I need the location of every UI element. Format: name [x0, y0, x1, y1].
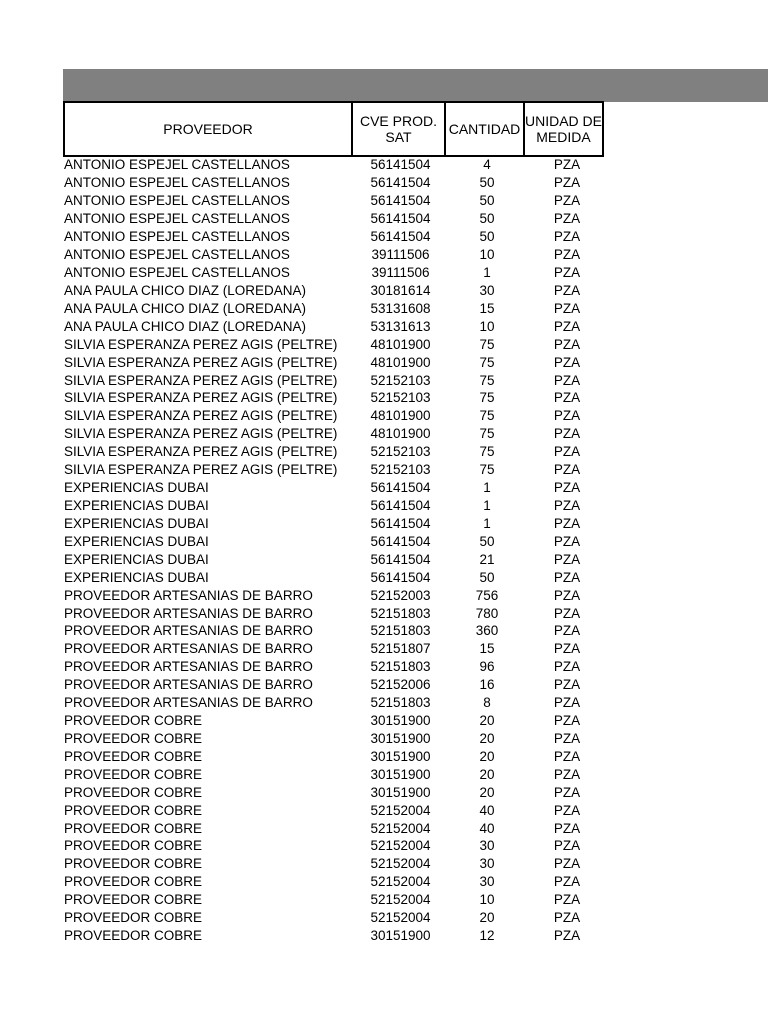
- cell-proveedor: PROVEEDOR COBRE: [64, 730, 203, 746]
- cell-cantidad: 8: [483, 695, 491, 711]
- cell-unidad-medida: PZA: [553, 533, 581, 549]
- header-unidad-medida: UNIDAD DE MEDIDA: [523, 101, 604, 157]
- cell-proveedor: PROVEEDOR ARTESANIAS DE BARRO: [64, 641, 313, 657]
- table-row: [63, 425, 623, 443]
- cell-proveedor: PROVEEDOR ARTESANIAS DE BARRO: [64, 659, 313, 675]
- cell-cantidad: 1: [483, 515, 491, 531]
- cell-cantidad: 20: [479, 748, 495, 764]
- cell-unidad-medida: PZA: [553, 713, 581, 729]
- table-row: [63, 604, 623, 622]
- cell-unidad-medida: PZA: [553, 282, 581, 298]
- cell-cve-prod-sat: 30151900: [370, 766, 431, 782]
- cell-proveedor: PROVEEDOR COBRE: [64, 802, 203, 818]
- cell-proveedor: SILVIA ESPERANZA PEREZ AGIS (PELTRE): [64, 462, 338, 478]
- cell-cantidad: 75: [479, 336, 495, 352]
- cell-cve-prod-sat: 56141504: [370, 551, 431, 567]
- table-row: [63, 837, 623, 855]
- cell-proveedor: PROVEEDOR ARTESANIAS DE BARRO: [64, 623, 313, 639]
- cell-cantidad: 50: [479, 211, 495, 227]
- cell-cve-prod-sat: 56141504: [370, 211, 431, 227]
- cell-cve-prod-sat: 52152103: [370, 372, 431, 388]
- cell-cve-prod-sat: 56141504: [370, 480, 431, 496]
- table-row: [63, 658, 623, 676]
- cell-unidad-medida: PZA: [553, 874, 581, 890]
- cell-cantidad: 10: [479, 318, 495, 334]
- cell-unidad-medida: PZA: [553, 623, 581, 639]
- cell-unidad-medida: PZA: [553, 229, 581, 245]
- cell-proveedor: EXPERIENCIAS DUBAI: [64, 515, 209, 531]
- cell-cve-prod-sat: 56141504: [370, 175, 431, 191]
- cell-proveedor: PROVEEDOR COBRE: [64, 856, 203, 872]
- cell-cve-prod-sat: 30181614: [370, 282, 431, 298]
- table-row: [63, 855, 623, 873]
- cell-cantidad: 1: [483, 264, 491, 280]
- cell-proveedor: PROVEEDOR ARTESANIAS DE BARRO: [64, 605, 313, 621]
- cell-proveedor: PROVEEDOR COBRE: [64, 910, 203, 926]
- cell-cantidad: 50: [479, 229, 495, 245]
- cell-proveedor: PROVEEDOR COBRE: [64, 820, 203, 836]
- cell-cantidad: 75: [479, 372, 495, 388]
- table-header: [63, 101, 604, 157]
- cell-cantidad: 75: [479, 354, 495, 370]
- cell-unidad-medida: PZA: [553, 444, 581, 460]
- cell-proveedor: SILVIA ESPERANZA PEREZ AGIS (PELTRE): [64, 408, 338, 424]
- table-row: [63, 909, 623, 927]
- cell-cve-prod-sat: 48101900: [370, 336, 431, 352]
- cell-proveedor: PROVEEDOR COBRE: [64, 766, 203, 782]
- cell-cve-prod-sat: 52152004: [370, 838, 431, 854]
- cell-cve-prod-sat: 52152004: [370, 820, 431, 836]
- cell-proveedor: PROVEEDOR COBRE: [64, 874, 203, 890]
- cell-unidad-medida: PZA: [553, 784, 581, 800]
- cell-unidad-medida: PZA: [553, 605, 581, 621]
- cell-unidad-medida: PZA: [553, 820, 581, 836]
- table-row: [63, 156, 623, 174]
- cell-cantidad: 75: [479, 390, 495, 406]
- table-row: [63, 927, 623, 945]
- cell-cantidad: 30: [479, 874, 495, 890]
- cell-cantidad: 16: [479, 677, 495, 693]
- table-row: [63, 335, 623, 353]
- cell-unidad-medida: PZA: [553, 408, 581, 424]
- table-row: [63, 246, 623, 264]
- table-row: [63, 443, 623, 461]
- cell-cve-prod-sat: 48101900: [370, 426, 431, 442]
- cell-cantidad: 75: [479, 408, 495, 424]
- cell-proveedor: ANTONIO ESPEJEL CASTELLANOS: [64, 264, 290, 280]
- cell-proveedor: EXPERIENCIAS DUBAI: [64, 480, 209, 496]
- cell-cve-prod-sat: 56141504: [370, 229, 431, 245]
- table-row: [63, 586, 623, 604]
- cell-cantidad: 50: [479, 533, 495, 549]
- cell-unidad-medida: PZA: [553, 748, 581, 764]
- cell-cve-prod-sat: 56141504: [370, 569, 431, 585]
- cell-unidad-medida: PZA: [553, 175, 581, 191]
- cell-cve-prod-sat: 56141504: [370, 497, 431, 513]
- cell-cantidad: 75: [479, 426, 495, 442]
- cell-unidad-medida: PZA: [553, 247, 581, 263]
- cell-cantidad: 12: [479, 928, 495, 944]
- cell-cantidad: 40: [479, 802, 495, 818]
- header-proveedor: PROVEEDOR: [63, 101, 353, 157]
- cell-unidad-medida: PZA: [553, 318, 581, 334]
- table-row: [63, 389, 623, 407]
- cell-unidad-medida: PZA: [553, 426, 581, 442]
- cell-cve-prod-sat: 39111506: [371, 247, 430, 263]
- table-row: [63, 532, 623, 550]
- cell-cantidad: 20: [479, 730, 495, 746]
- cell-unidad-medida: PZA: [553, 551, 581, 567]
- cell-cve-prod-sat: 52152004: [370, 910, 431, 926]
- table-row: [63, 873, 623, 891]
- cell-cantidad: 10: [479, 892, 495, 908]
- table-row: [63, 299, 623, 317]
- table-row: [63, 747, 623, 765]
- cell-cve-prod-sat: 56141504: [370, 533, 431, 549]
- table-row: [63, 281, 623, 299]
- cell-unidad-medida: PZA: [553, 211, 581, 227]
- table-row: [63, 514, 623, 532]
- cell-cve-prod-sat: 52151803: [370, 659, 431, 675]
- cell-cve-prod-sat: 52152004: [370, 874, 431, 890]
- cell-cve-prod-sat: 52151807: [370, 641, 431, 657]
- cell-cve-prod-sat: 30151900: [370, 784, 431, 800]
- cell-cve-prod-sat: 52152004: [370, 892, 431, 908]
- cell-unidad-medida: PZA: [553, 390, 581, 406]
- table-row: [63, 317, 623, 335]
- cell-proveedor: SILVIA ESPERANZA PEREZ AGIS (PELTRE): [64, 354, 338, 370]
- cell-proveedor: ANTONIO ESPEJEL CASTELLANOS: [64, 229, 290, 245]
- cell-cve-prod-sat: 52152003: [370, 587, 431, 603]
- cell-cantidad: 50: [479, 175, 495, 191]
- cell-proveedor: EXPERIENCIAS DUBAI: [64, 569, 209, 585]
- cell-unidad-medida: PZA: [553, 157, 581, 173]
- table-row: [63, 174, 623, 192]
- table-row: [63, 407, 623, 425]
- header-cve-prod-sat: CVE PROD. SAT: [351, 101, 446, 157]
- table-row: [63, 783, 623, 801]
- cell-cantidad: 20: [479, 713, 495, 729]
- cell-cantidad: 360: [475, 623, 499, 639]
- cell-proveedor: SILVIA ESPERANZA PEREZ AGIS (PELTRE): [64, 372, 338, 388]
- cell-proveedor: SILVIA ESPERANZA PEREZ AGIS (PELTRE): [64, 390, 338, 406]
- cell-cve-prod-sat: 52151803: [370, 695, 431, 711]
- cell-unidad-medida: PZA: [553, 264, 581, 280]
- cell-cve-prod-sat: 56141504: [370, 157, 431, 173]
- cell-cve-prod-sat: 48101900: [370, 354, 431, 370]
- table-row: [63, 192, 623, 210]
- cell-unidad-medida: PZA: [553, 372, 581, 388]
- cell-unidad-medida: PZA: [553, 838, 581, 854]
- header-cantidad: CANTIDAD: [444, 101, 525, 157]
- table-row: [63, 210, 623, 228]
- table-row: [63, 550, 623, 568]
- table-row: [63, 228, 623, 246]
- cell-cantidad: 50: [479, 193, 495, 209]
- cell-proveedor: EXPERIENCIAS DUBAI: [64, 533, 209, 549]
- cell-cve-prod-sat: 52152103: [370, 444, 431, 460]
- cell-unidad-medida: PZA: [553, 300, 581, 316]
- cell-cve-prod-sat: 52151803: [370, 605, 431, 621]
- cell-proveedor: ANTONIO ESPEJEL CASTELLANOS: [64, 211, 290, 227]
- cell-cantidad: 50: [479, 569, 495, 585]
- cell-cantidad: 1: [483, 480, 491, 496]
- cell-proveedor: PROVEEDOR COBRE: [64, 928, 203, 944]
- table-row: [63, 712, 623, 730]
- cell-cantidad: 30: [479, 282, 495, 298]
- cell-cve-prod-sat: 39111506: [371, 264, 430, 280]
- cell-cve-prod-sat: 52152004: [370, 802, 431, 818]
- table-row: [63, 891, 623, 909]
- cell-proveedor: ANA PAULA CHICO DIAZ (LOREDANA): [64, 282, 307, 298]
- cell-cve-prod-sat: 56141504: [370, 193, 431, 209]
- table-row: [63, 801, 623, 819]
- table-row: [63, 676, 623, 694]
- cell-unidad-medida: PZA: [553, 892, 581, 908]
- table-row: [63, 497, 623, 515]
- cell-unidad-medida: PZA: [553, 659, 581, 675]
- cell-cantidad: 4: [483, 157, 491, 173]
- cell-proveedor: PROVEEDOR COBRE: [64, 748, 203, 764]
- cell-cantidad: 20: [479, 910, 495, 926]
- cell-proveedor: ANTONIO ESPEJEL CASTELLANOS: [64, 175, 290, 191]
- cell-cve-prod-sat: 56141504: [370, 515, 431, 531]
- cell-proveedor: PROVEEDOR COBRE: [64, 838, 203, 854]
- cell-proveedor: SILVIA ESPERANZA PEREZ AGIS (PELTRE): [64, 444, 338, 460]
- cell-cve-prod-sat: 52152103: [370, 390, 431, 406]
- cell-cve-prod-sat: 53131608: [370, 300, 431, 316]
- cell-cve-prod-sat: 52151803: [370, 623, 431, 639]
- cell-proveedor: EXPERIENCIAS DUBAI: [64, 551, 209, 567]
- cell-cve-prod-sat: 30151900: [370, 713, 431, 729]
- table-body: [63, 156, 623, 945]
- table-row: [63, 353, 623, 371]
- cell-unidad-medida: PZA: [553, 856, 581, 872]
- cell-proveedor: ANA PAULA CHICO DIAZ (LOREDANA): [64, 300, 307, 316]
- cell-unidad-medida: PZA: [553, 587, 581, 603]
- cell-unidad-medida: PZA: [553, 336, 581, 352]
- cell-unidad-medida: PZA: [553, 462, 581, 478]
- cell-cve-prod-sat: 52152103: [370, 462, 431, 478]
- cell-cantidad: 30: [479, 856, 495, 872]
- cell-cve-prod-sat: 52152004: [370, 856, 431, 872]
- table-row: [63, 264, 623, 282]
- table-row: [63, 371, 623, 389]
- cell-proveedor: PROVEEDOR ARTESANIAS DE BARRO: [64, 695, 313, 711]
- cell-cve-prod-sat: 48101900: [370, 408, 431, 424]
- cell-cve-prod-sat: 30151900: [370, 928, 431, 944]
- table-row: [63, 640, 623, 658]
- cell-cantidad: 21: [479, 551, 495, 567]
- cell-unidad-medida: PZA: [553, 354, 581, 370]
- table-row: [63, 461, 623, 479]
- cell-unidad-medida: PZA: [553, 641, 581, 657]
- cell-cantidad: 1: [483, 497, 491, 513]
- cell-cve-prod-sat: 52152006: [370, 677, 431, 693]
- cell-unidad-medida: PZA: [553, 695, 581, 711]
- cell-proveedor: SILVIA ESPERANZA PEREZ AGIS (PELTRE): [64, 426, 338, 442]
- cell-cantidad: 20: [479, 766, 495, 782]
- cell-proveedor: PROVEEDOR COBRE: [64, 892, 203, 908]
- cell-cve-prod-sat: 30151900: [370, 730, 431, 746]
- cell-unidad-medida: PZA: [553, 497, 581, 513]
- table-row: [63, 730, 623, 748]
- cell-cantidad: 40: [479, 820, 495, 836]
- cell-cantidad: 10: [479, 247, 495, 263]
- cell-cantidad: 30: [479, 838, 495, 854]
- table-row: [63, 568, 623, 586]
- cell-proveedor: PROVEEDOR ARTESANIAS DE BARRO: [64, 587, 313, 603]
- cell-cantidad: 75: [479, 444, 495, 460]
- cell-cantidad: 756: [475, 587, 499, 603]
- cell-proveedor: ANTONIO ESPEJEL CASTELLANOS: [64, 157, 290, 173]
- table-row: [63, 479, 623, 497]
- cell-cantidad: 15: [479, 300, 495, 316]
- cell-cantidad: 15: [479, 641, 495, 657]
- cell-proveedor: ANTONIO ESPEJEL CASTELLANOS: [64, 193, 290, 209]
- cell-proveedor: EXPERIENCIAS DUBAI: [64, 497, 209, 513]
- cell-cantidad: 75: [479, 462, 495, 478]
- cell-unidad-medida: PZA: [553, 802, 581, 818]
- cell-cantidad: 780: [475, 605, 499, 621]
- cell-unidad-medida: PZA: [553, 730, 581, 746]
- cell-unidad-medida: PZA: [553, 677, 581, 693]
- cell-unidad-medida: PZA: [553, 910, 581, 926]
- cell-cantidad: 96: [479, 659, 495, 675]
- cell-unidad-medida: PZA: [553, 928, 581, 944]
- title-band: [63, 69, 768, 102]
- cell-proveedor: PROVEEDOR ARTESANIAS DE BARRO: [64, 677, 313, 693]
- table-row: [63, 622, 623, 640]
- cell-unidad-medida: PZA: [553, 766, 581, 782]
- cell-unidad-medida: PZA: [553, 515, 581, 531]
- cell-cve-prod-sat: 30151900: [370, 748, 431, 764]
- cell-proveedor: ANA PAULA CHICO DIAZ (LOREDANA): [64, 318, 307, 334]
- table-row: [63, 694, 623, 712]
- cell-proveedor: PROVEEDOR COBRE: [64, 784, 203, 800]
- table-row: [63, 819, 623, 837]
- cell-unidad-medida: PZA: [553, 569, 581, 585]
- cell-unidad-medida: PZA: [553, 480, 581, 496]
- cell-cve-prod-sat: 53131613: [370, 318, 431, 334]
- cell-proveedor: SILVIA ESPERANZA PEREZ AGIS (PELTRE): [64, 336, 338, 352]
- cell-cantidad: 20: [479, 784, 495, 800]
- table-row: [63, 765, 623, 783]
- cell-proveedor: PROVEEDOR COBRE: [64, 713, 203, 729]
- cell-proveedor: ANTONIO ESPEJEL CASTELLANOS: [64, 247, 290, 263]
- cell-unidad-medida: PZA: [553, 193, 581, 209]
